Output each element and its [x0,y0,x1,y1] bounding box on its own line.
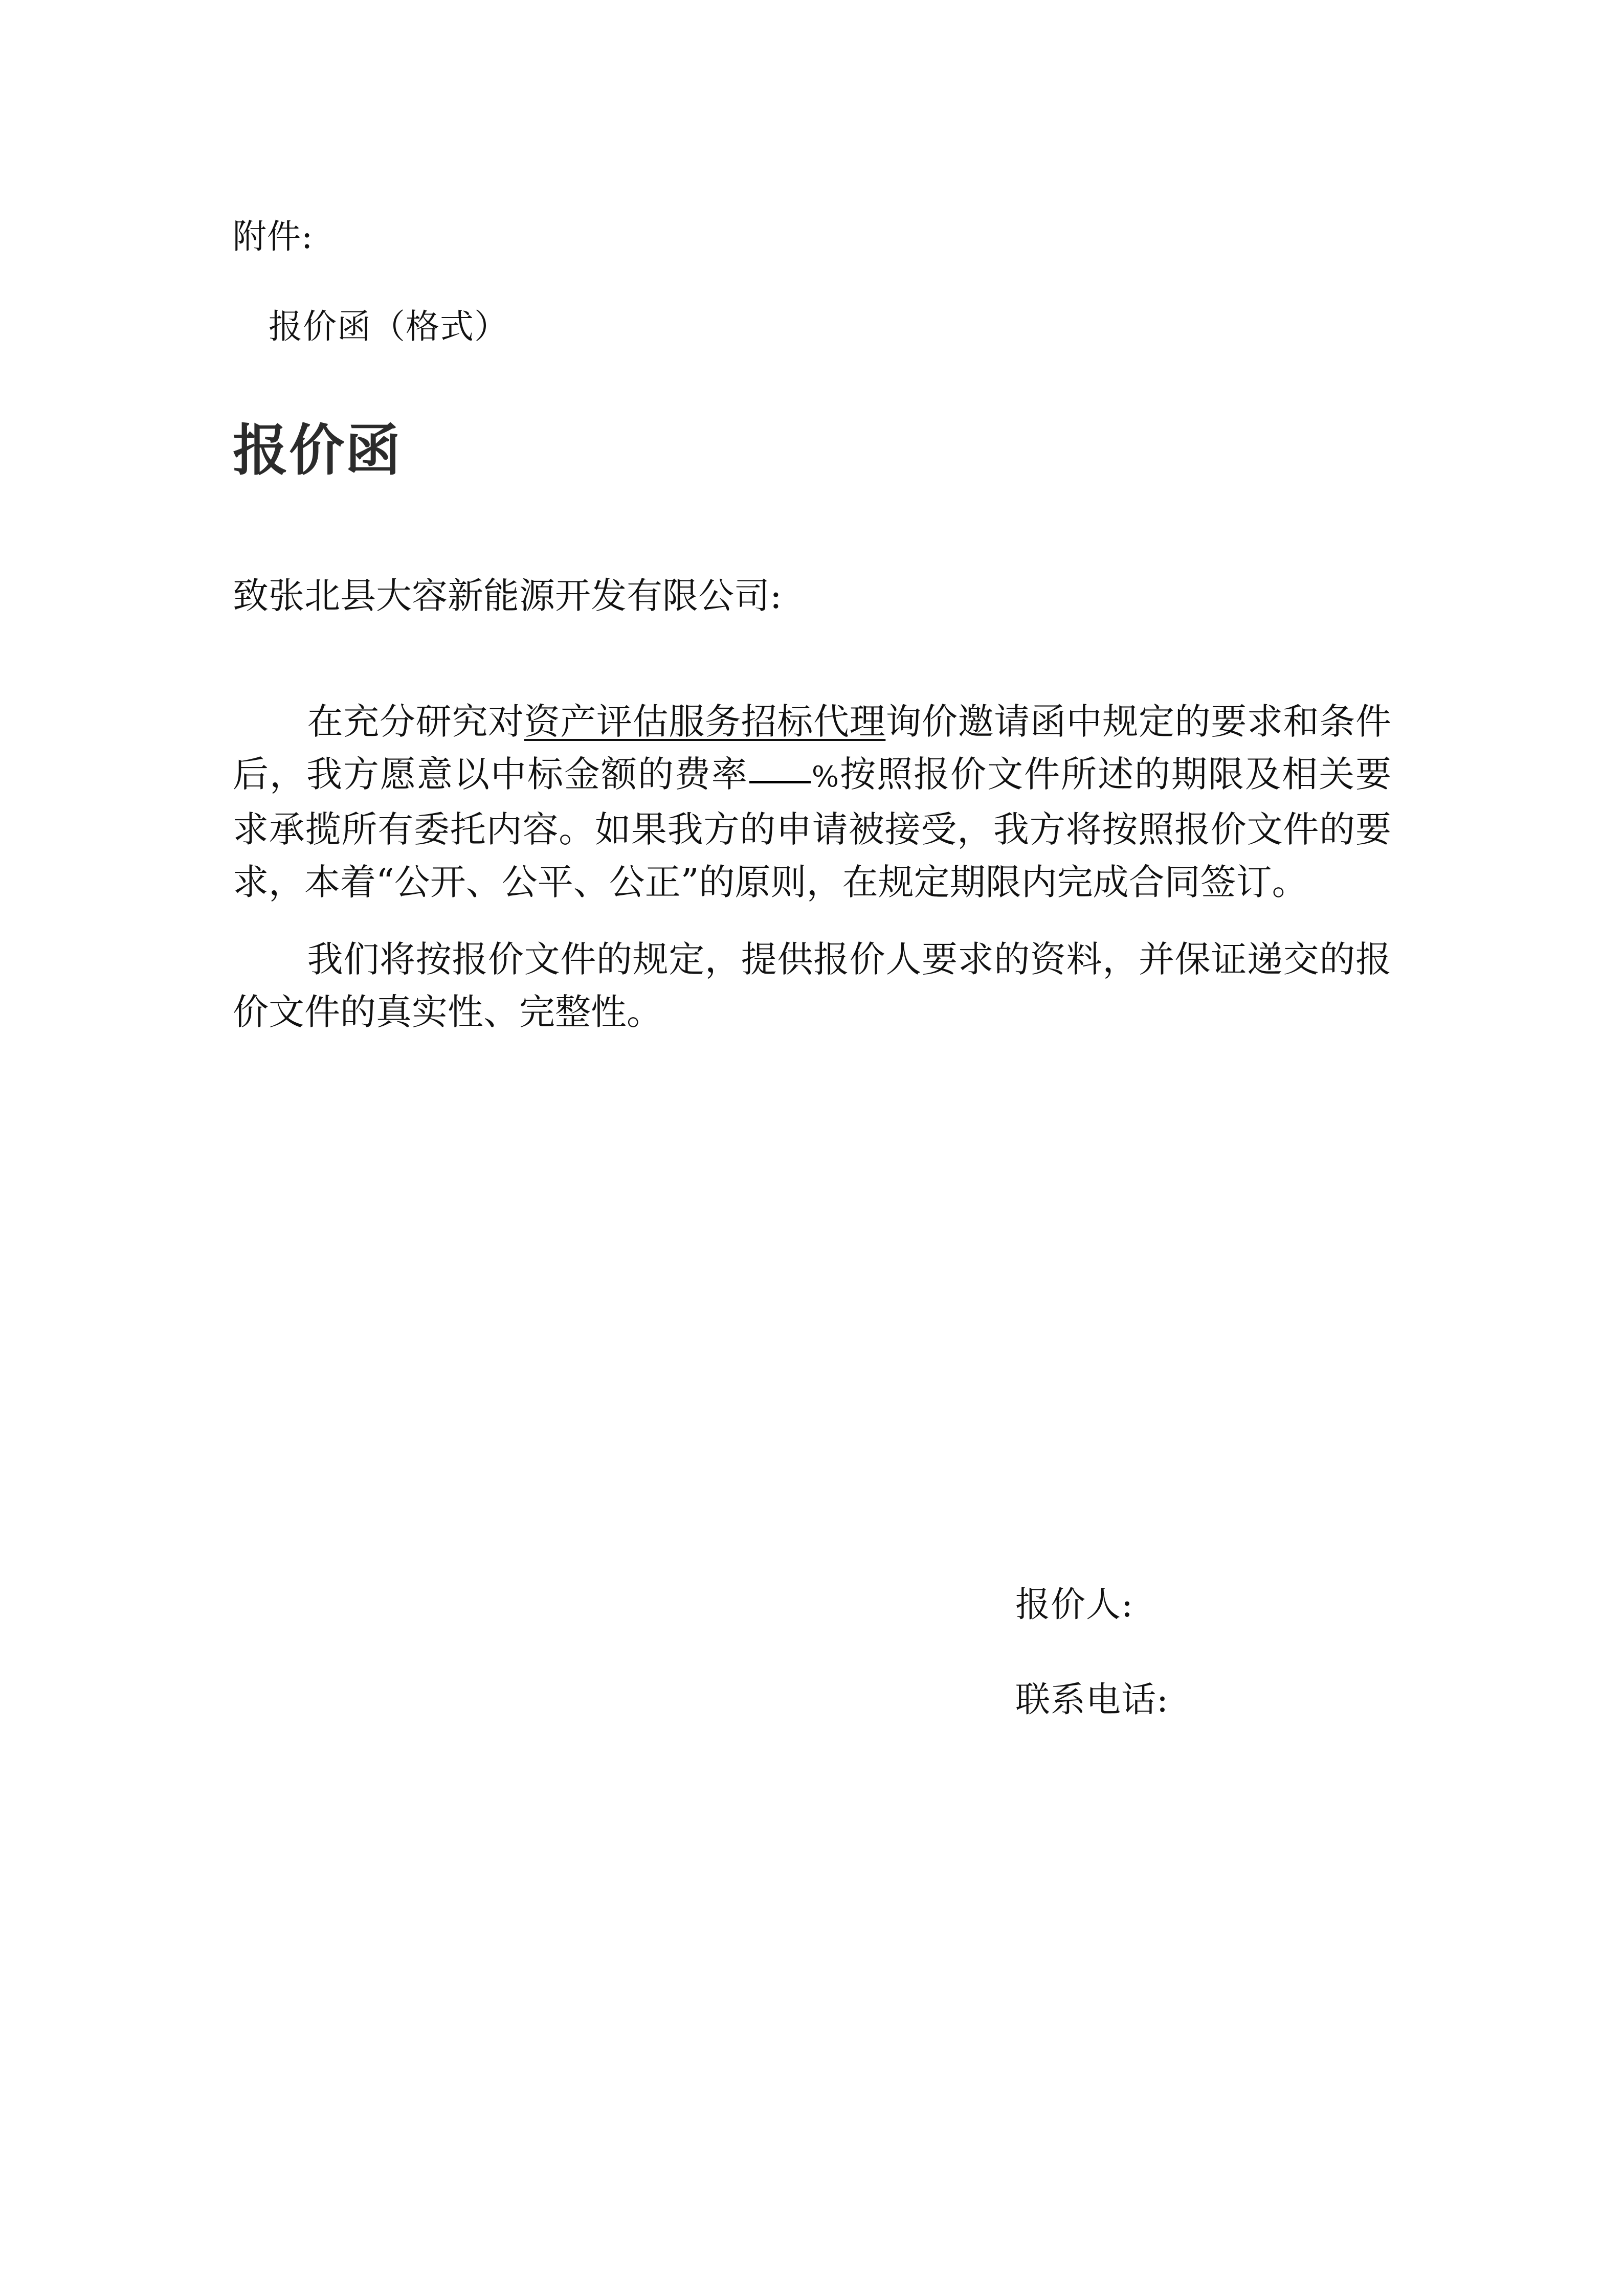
contact-phone-label: 联系电话: [1015,1680,1169,1720]
salutation: 致张北县大容新能源开发有限公司: [233,575,782,617]
paragraph-1-lead: 在充分研究对 [307,701,524,742]
percent-symbol: % [811,760,839,794]
page-title: 报价函 [233,418,402,483]
document-subtitle: 报价函（格式） [269,307,508,346]
fee-rate-blank-field[interactable] [749,781,811,783]
bidder-label: 报价人: [1015,1585,1133,1625]
attachment-label: 附件: [233,217,314,256]
signature-block [1015,1585,1476,1720]
paragraph-1-underlined-subject: 资产评估服务招标代理 [524,701,886,742]
paragraph-1 [233,695,1391,909]
paragraph-2-text: 我们将按报价文件的规定，提供报价人要求的资料，并保证递交的报价文件的真实性、完整性。 [233,938,1391,1033]
document-body [233,0,1391,1039]
paragraph-1-middle: 询价邀请函中规定的要求和条件后，我方愿意以中标金额的费率 [233,701,1392,795]
paragraph-2 [233,933,1391,1039]
paragraph-1-tail: 按照报价文件所述的期限及相关要求承揽所有委托内容。如果我方的申请被接受，我方将按照报价文件的要求，本着“公开、公平、公正”的原则，在规定期限内完成合同签订。 [233,753,1392,903]
